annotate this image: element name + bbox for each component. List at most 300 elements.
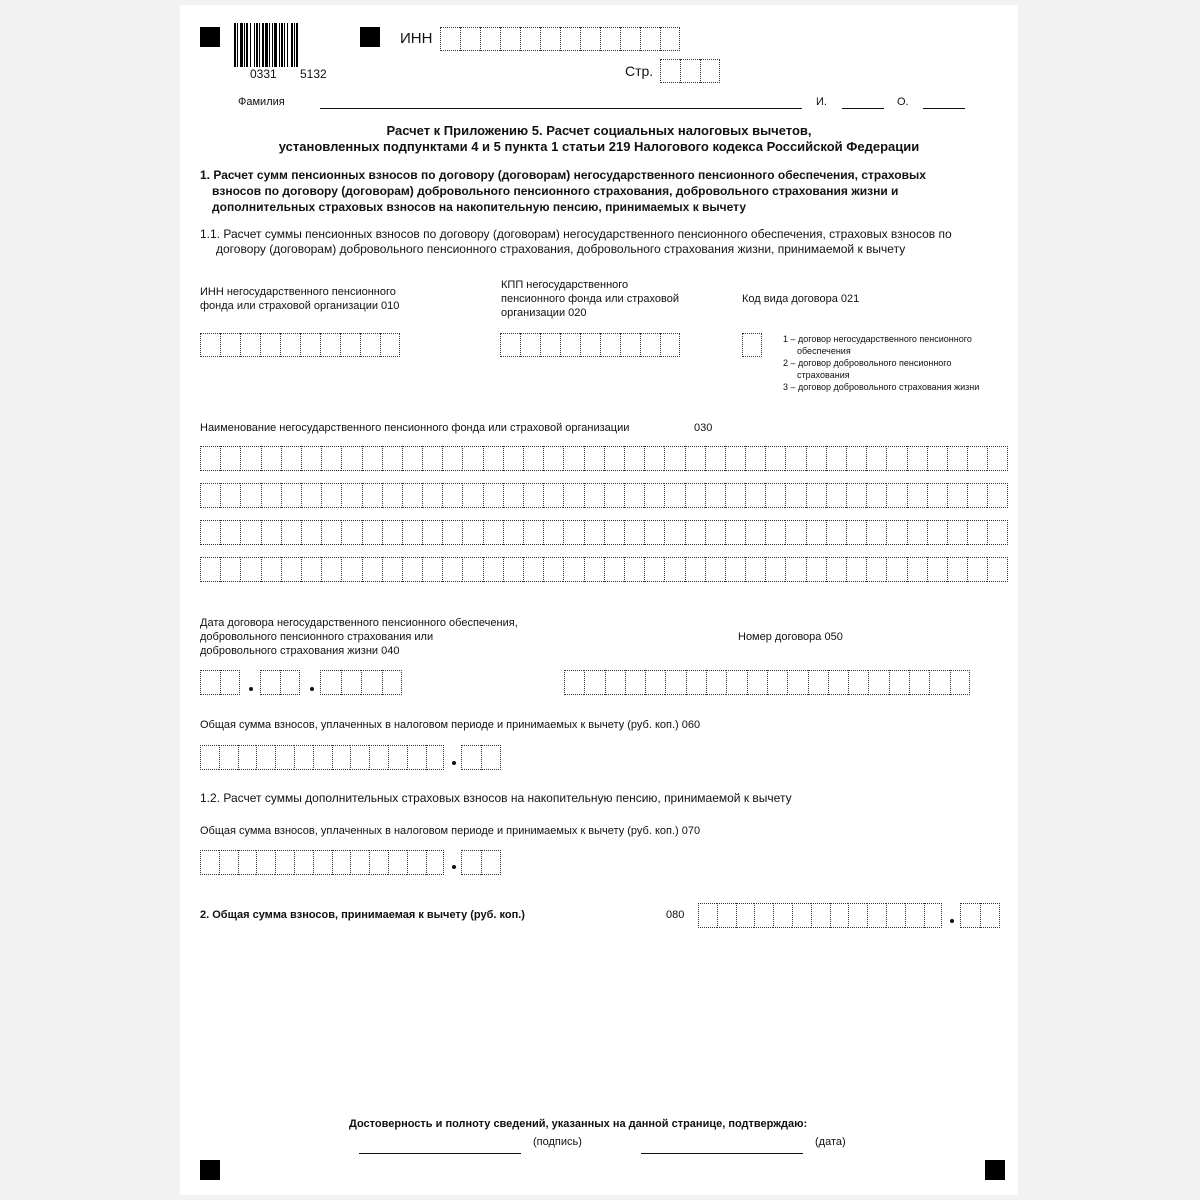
field030-name-row2-input[interactable] <box>200 483 1008 508</box>
input-cell[interactable] <box>765 483 785 508</box>
input-cell[interactable] <box>200 446 220 471</box>
input-cell[interactable] <box>261 520 281 545</box>
input-cell[interactable] <box>725 520 745 545</box>
field060-rubles-input[interactable] <box>200 745 444 770</box>
input-cell[interactable] <box>848 903 867 928</box>
input-cell[interactable] <box>564 670 584 695</box>
input-cell[interactable] <box>260 333 280 357</box>
input-cell[interactable] <box>388 745 407 770</box>
input-cell[interactable] <box>905 903 924 928</box>
input-cell[interactable] <box>624 483 644 508</box>
input-cell[interactable] <box>664 520 684 545</box>
input-cell[interactable] <box>301 483 321 508</box>
signature-field[interactable] <box>359 1153 521 1154</box>
input-cell[interactable] <box>705 557 725 582</box>
input-cell[interactable] <box>604 446 624 471</box>
input-cell[interactable] <box>483 483 503 508</box>
input-cell[interactable] <box>461 745 481 770</box>
input-cell[interactable] <box>660 333 680 357</box>
input-cell[interactable] <box>332 745 351 770</box>
input-cell[interactable] <box>907 483 927 508</box>
input-cell[interactable] <box>644 557 664 582</box>
input-cell[interactable] <box>238 850 257 875</box>
input-cell[interactable] <box>200 745 219 770</box>
input-cell[interactable] <box>886 483 906 508</box>
input-cell[interactable] <box>806 520 826 545</box>
input-cell[interactable] <box>362 483 382 508</box>
input-cell[interactable] <box>240 333 260 357</box>
input-cell[interactable] <box>745 520 765 545</box>
input-cell[interactable] <box>742 333 762 357</box>
input-cell[interactable] <box>620 333 640 357</box>
input-cell[interactable] <box>350 745 369 770</box>
input-cell[interactable] <box>826 446 846 471</box>
input-cell[interactable] <box>600 27 620 51</box>
input-cell[interactable] <box>907 557 927 582</box>
input-cell[interactable] <box>340 333 360 357</box>
input-cell[interactable] <box>787 670 807 695</box>
input-cell[interactable] <box>792 903 811 928</box>
input-cell[interactable] <box>645 670 665 695</box>
input-cell[interactable] <box>747 670 767 695</box>
input-cell[interactable] <box>219 745 238 770</box>
input-cell[interactable] <box>580 333 600 357</box>
input-cell[interactable] <box>440 27 460 51</box>
input-cell[interactable] <box>543 446 563 471</box>
input-cell[interactable] <box>785 520 805 545</box>
input-cell[interactable] <box>402 446 422 471</box>
input-cell[interactable] <box>320 670 341 695</box>
input-cell[interactable] <box>407 745 426 770</box>
date-separator-dot <box>310 687 314 691</box>
input-cell[interactable] <box>600 333 620 357</box>
input-cell[interactable] <box>967 557 987 582</box>
input-cell[interactable] <box>886 520 906 545</box>
input-cell[interactable] <box>332 850 351 875</box>
input-cell[interactable] <box>765 520 785 545</box>
input-cell[interactable] <box>261 483 281 508</box>
input-cell[interactable] <box>240 446 260 471</box>
field040-date-day-input[interactable] <box>200 670 240 695</box>
field010-inn-input[interactable] <box>200 333 400 357</box>
input-cell[interactable] <box>866 446 886 471</box>
input-cell[interactable] <box>563 483 583 508</box>
corner-marker-bottom-left <box>200 1160 220 1180</box>
input-cell[interactable] <box>563 446 583 471</box>
input-cell[interactable] <box>924 903 943 928</box>
field021-contract-type-input[interactable] <box>742 333 762 357</box>
input-cell[interactable] <box>382 557 402 582</box>
input-cell[interactable] <box>260 670 280 695</box>
input-cell[interactable] <box>625 670 645 695</box>
input-cell[interactable] <box>422 520 442 545</box>
input-cell[interactable] <box>725 557 745 582</box>
input-cell[interactable] <box>462 520 482 545</box>
input-cell[interactable] <box>868 670 888 695</box>
input-cell[interactable] <box>664 557 684 582</box>
input-cell[interactable] <box>560 333 580 357</box>
input-cell[interactable] <box>402 483 422 508</box>
input-cell[interactable] <box>909 670 929 695</box>
input-cell[interactable] <box>767 670 787 695</box>
input-cell[interactable] <box>664 446 684 471</box>
input-cell[interactable] <box>846 446 866 471</box>
input-cell[interactable] <box>422 446 442 471</box>
input-cell[interactable] <box>369 745 388 770</box>
input-cell[interactable] <box>407 850 426 875</box>
field070-rubles-input[interactable] <box>200 850 444 875</box>
input-cell[interactable] <box>382 670 403 695</box>
input-cell[interactable] <box>960 903 980 928</box>
input-cell[interactable] <box>584 520 604 545</box>
input-cell[interactable] <box>294 850 313 875</box>
input-cell[interactable] <box>736 903 755 928</box>
input-cell[interactable] <box>442 446 462 471</box>
input-cell[interactable] <box>220 520 240 545</box>
input-cell[interactable] <box>927 483 947 508</box>
field050-contract-number-input[interactable] <box>564 670 970 695</box>
input-cell[interactable] <box>745 446 765 471</box>
input-cell[interactable] <box>624 446 644 471</box>
input-cell[interactable] <box>660 59 680 83</box>
input-cell[interactable] <box>806 446 826 471</box>
signature-caption: (подпись) <box>533 1136 582 1148</box>
surname-field[interactable] <box>320 108 802 109</box>
input-cell[interactable] <box>685 520 705 545</box>
input-cell[interactable] <box>604 557 624 582</box>
input-cell[interactable] <box>950 670 970 695</box>
input-cell[interactable] <box>523 520 543 545</box>
input-cell[interactable] <box>640 333 660 357</box>
input-cell[interactable] <box>754 903 773 928</box>
input-cell[interactable] <box>811 903 830 928</box>
input-cell[interactable] <box>584 557 604 582</box>
inn-input[interactable] <box>440 27 680 51</box>
input-cell[interactable] <box>520 333 540 357</box>
input-cell[interactable] <box>967 483 987 508</box>
input-cell[interactable] <box>866 483 886 508</box>
input-cell[interactable] <box>987 446 1007 471</box>
input-cell[interactable] <box>705 520 725 545</box>
input-cell[interactable] <box>644 446 664 471</box>
input-cell[interactable] <box>644 483 664 508</box>
input-cell[interactable] <box>220 483 240 508</box>
input-cell[interactable] <box>886 446 906 471</box>
input-cell[interactable] <box>705 446 725 471</box>
patronymic-initial-field[interactable] <box>923 108 965 109</box>
input-cell[interactable] <box>462 557 482 582</box>
input-cell[interactable] <box>584 446 604 471</box>
input-cell[interactable] <box>461 850 481 875</box>
input-cell[interactable] <box>481 850 501 875</box>
field030-name-row4-input[interactable] <box>200 557 1008 582</box>
input-cell[interactable] <box>275 745 294 770</box>
input-cell[interactable] <box>929 670 949 695</box>
input-cell[interactable] <box>200 670 220 695</box>
input-cell[interactable] <box>785 483 805 508</box>
input-cell[interactable] <box>700 59 720 83</box>
input-cell[interactable] <box>644 520 664 545</box>
input-cell[interactable] <box>806 557 826 582</box>
input-cell[interactable] <box>725 446 745 471</box>
input-cell[interactable] <box>967 446 987 471</box>
input-cell[interactable] <box>503 520 523 545</box>
input-cell[interactable] <box>927 520 947 545</box>
field030-name-row3-input[interactable] <box>200 520 1008 545</box>
field021-option2-line1: 2 – договор добровольного пенсионного <box>783 358 952 368</box>
input-cell[interactable] <box>362 446 382 471</box>
input-cell[interactable] <box>220 446 240 471</box>
field020-kpp-input[interactable] <box>500 333 680 357</box>
input-cell[interactable] <box>987 520 1007 545</box>
input-cell[interactable] <box>725 483 745 508</box>
input-cell[interactable] <box>664 483 684 508</box>
input-cell[interactable] <box>947 520 967 545</box>
input-cell[interactable] <box>886 903 905 928</box>
input-cell[interactable] <box>686 670 706 695</box>
input-cell[interactable] <box>313 850 332 875</box>
input-cell[interactable] <box>220 670 240 695</box>
input-cell[interactable] <box>620 27 640 51</box>
input-cell[interactable] <box>281 446 301 471</box>
input-cell[interactable] <box>927 557 947 582</box>
input-cell[interactable] <box>980 903 1000 928</box>
input-cell[interactable] <box>830 903 849 928</box>
input-cell[interactable] <box>402 520 422 545</box>
field040-label-line3: добровольного страхования жизни 040 <box>200 645 400 657</box>
input-cell[interactable] <box>765 557 785 582</box>
input-cell[interactable] <box>240 483 260 508</box>
input-cell[interactable] <box>341 520 361 545</box>
input-cell[interactable] <box>426 745 445 770</box>
input-cell[interactable] <box>219 850 238 875</box>
input-cell[interactable] <box>280 333 300 357</box>
input-cell[interactable] <box>301 557 321 582</box>
input-cell[interactable] <box>382 483 402 508</box>
input-cell[interactable] <box>773 903 792 928</box>
input-cell[interactable] <box>256 745 275 770</box>
input-cell[interactable] <box>560 27 580 51</box>
input-cell[interactable] <box>503 446 523 471</box>
input-cell[interactable] <box>462 483 482 508</box>
input-cell[interactable] <box>866 520 886 545</box>
input-cell[interactable] <box>362 520 382 545</box>
field080-kopecks-input[interactable] <box>960 903 1000 928</box>
field040-date-year-input[interactable] <box>320 670 402 695</box>
input-cell[interactable] <box>301 446 321 471</box>
input-cell[interactable] <box>321 520 341 545</box>
page-number-input[interactable] <box>660 59 720 83</box>
subsection12-heading: 1.2. Расчет суммы дополнительных страховых взносов на накопительную пенсию, принимаемой к вычету <box>200 791 792 805</box>
input-cell[interactable] <box>543 483 563 508</box>
input-cell[interactable] <box>907 446 927 471</box>
input-cell[interactable] <box>543 520 563 545</box>
input-cell[interactable] <box>341 670 362 695</box>
input-cell[interactable] <box>523 483 543 508</box>
input-cell[interactable] <box>480 27 500 51</box>
input-cell[interactable] <box>275 850 294 875</box>
input-cell[interactable] <box>462 446 482 471</box>
input-cell[interactable] <box>808 670 828 695</box>
input-cell[interactable] <box>321 557 341 582</box>
input-cell[interactable] <box>698 903 717 928</box>
input-cell[interactable] <box>624 520 644 545</box>
input-cell[interactable] <box>685 557 705 582</box>
input-cell[interactable] <box>846 520 866 545</box>
input-cell[interactable] <box>460 27 480 51</box>
input-cell[interactable] <box>280 670 300 695</box>
input-cell[interactable] <box>220 333 240 357</box>
input-cell[interactable] <box>341 446 361 471</box>
name-initial-field[interactable] <box>842 108 884 109</box>
input-cell[interactable] <box>321 446 341 471</box>
input-cell[interactable] <box>320 333 340 357</box>
input-cell[interactable] <box>947 446 967 471</box>
input-cell[interactable] <box>726 670 746 695</box>
input-cell[interactable] <box>947 557 967 582</box>
input-cell[interactable] <box>987 557 1007 582</box>
input-cell[interactable] <box>360 333 380 357</box>
input-cell[interactable] <box>523 446 543 471</box>
input-cell[interactable] <box>785 446 805 471</box>
field030-name-row1-input[interactable] <box>200 446 1008 471</box>
input-cell[interactable] <box>523 557 543 582</box>
input-cell[interactable] <box>388 850 407 875</box>
input-cell[interactable] <box>200 483 220 508</box>
input-cell[interactable] <box>665 670 685 695</box>
input-cell[interactable] <box>503 483 523 508</box>
input-cell[interactable] <box>543 557 563 582</box>
input-cell[interactable] <box>483 446 503 471</box>
input-cell[interactable] <box>361 670 382 695</box>
input-cell[interactable] <box>362 557 382 582</box>
input-cell[interactable] <box>580 27 600 51</box>
input-cell[interactable] <box>341 557 361 582</box>
input-cell[interactable] <box>300 333 320 357</box>
input-cell[interactable] <box>717 903 736 928</box>
input-cell[interactable] <box>907 520 927 545</box>
input-cell[interactable] <box>200 850 219 875</box>
input-cell[interactable] <box>261 446 281 471</box>
input-cell[interactable] <box>200 557 220 582</box>
input-cell[interactable] <box>341 483 361 508</box>
input-cell[interactable] <box>483 520 503 545</box>
input-cell[interactable] <box>947 483 967 508</box>
input-cell[interactable] <box>294 745 313 770</box>
input-cell[interactable] <box>442 557 462 582</box>
input-cell[interactable] <box>705 483 725 508</box>
input-cell[interactable] <box>584 670 604 695</box>
field040-date-month-input[interactable] <box>260 670 300 695</box>
input-cell[interactable] <box>442 483 462 508</box>
input-cell[interactable] <box>481 745 501 770</box>
input-cell[interactable] <box>426 850 445 875</box>
input-cell[interactable] <box>826 483 846 508</box>
input-cell[interactable] <box>660 27 680 51</box>
input-cell[interactable] <box>540 333 560 357</box>
input-cell[interactable] <box>540 27 560 51</box>
date-field[interactable] <box>641 1153 803 1154</box>
input-cell[interactable] <box>500 333 520 357</box>
input-cell[interactable] <box>240 520 260 545</box>
field080-rubles-input[interactable] <box>698 903 942 928</box>
input-cell[interactable] <box>706 670 726 695</box>
input-cell[interactable] <box>967 520 987 545</box>
input-cell[interactable] <box>584 483 604 508</box>
input-cell[interactable] <box>380 333 400 357</box>
input-cell[interactable] <box>765 446 785 471</box>
input-cell[interactable] <box>867 903 886 928</box>
input-cell[interactable] <box>483 557 503 582</box>
input-cell[interactable] <box>240 557 260 582</box>
input-cell[interactable] <box>846 483 866 508</box>
input-cell[interactable] <box>563 520 583 545</box>
input-cell[interactable] <box>624 557 644 582</box>
input-cell[interactable] <box>369 850 388 875</box>
input-cell[interactable] <box>350 850 369 875</box>
input-cell[interactable] <box>886 557 906 582</box>
input-cell[interactable] <box>826 557 846 582</box>
input-cell[interactable] <box>846 557 866 582</box>
input-cell[interactable] <box>604 483 624 508</box>
input-cell[interactable] <box>520 27 540 51</box>
input-cell[interactable] <box>785 557 805 582</box>
input-cell[interactable] <box>503 557 523 582</box>
input-cell[interactable] <box>281 520 301 545</box>
input-cell[interactable] <box>281 557 301 582</box>
input-cell[interactable] <box>927 446 947 471</box>
input-cell[interactable] <box>422 557 442 582</box>
input-cell[interactable] <box>745 483 765 508</box>
input-cell[interactable] <box>200 520 220 545</box>
input-cell[interactable] <box>382 446 402 471</box>
input-cell[interactable] <box>680 59 700 83</box>
input-cell[interactable] <box>866 557 886 582</box>
input-cell[interactable] <box>848 670 868 695</box>
input-cell[interactable] <box>402 557 422 582</box>
input-cell[interactable] <box>281 483 301 508</box>
field070-kopecks-input[interactable] <box>461 850 501 875</box>
input-cell[interactable] <box>605 670 625 695</box>
input-cell[interactable] <box>563 557 583 582</box>
input-cell[interactable] <box>604 520 624 545</box>
input-cell[interactable] <box>685 483 705 508</box>
input-cell[interactable] <box>238 745 257 770</box>
input-cell[interactable] <box>889 670 909 695</box>
input-cell[interactable] <box>987 483 1007 508</box>
form-title-line2: установленных подпунктами 4 и 5 пункта 1 статьи 219 Налогового кодекса Российской Федерации <box>278 139 920 154</box>
input-cell[interactable] <box>313 745 332 770</box>
input-cell[interactable] <box>220 557 240 582</box>
corner-marker-bottom-right <box>985 1160 1005 1180</box>
input-cell[interactable] <box>500 27 520 51</box>
input-cell[interactable] <box>745 557 765 582</box>
input-cell[interactable] <box>321 483 341 508</box>
input-cell[interactable] <box>442 520 462 545</box>
input-cell[interactable] <box>200 333 220 357</box>
field060-kopecks-input[interactable] <box>461 745 501 770</box>
input-cell[interactable] <box>256 850 275 875</box>
input-cell[interactable] <box>640 27 660 51</box>
input-cell[interactable] <box>828 670 848 695</box>
input-cell[interactable] <box>806 483 826 508</box>
input-cell[interactable] <box>382 520 402 545</box>
input-cell[interactable] <box>301 520 321 545</box>
input-cell[interactable] <box>422 483 442 508</box>
input-cell[interactable] <box>685 446 705 471</box>
input-cell[interactable] <box>826 520 846 545</box>
input-cell[interactable] <box>261 557 281 582</box>
